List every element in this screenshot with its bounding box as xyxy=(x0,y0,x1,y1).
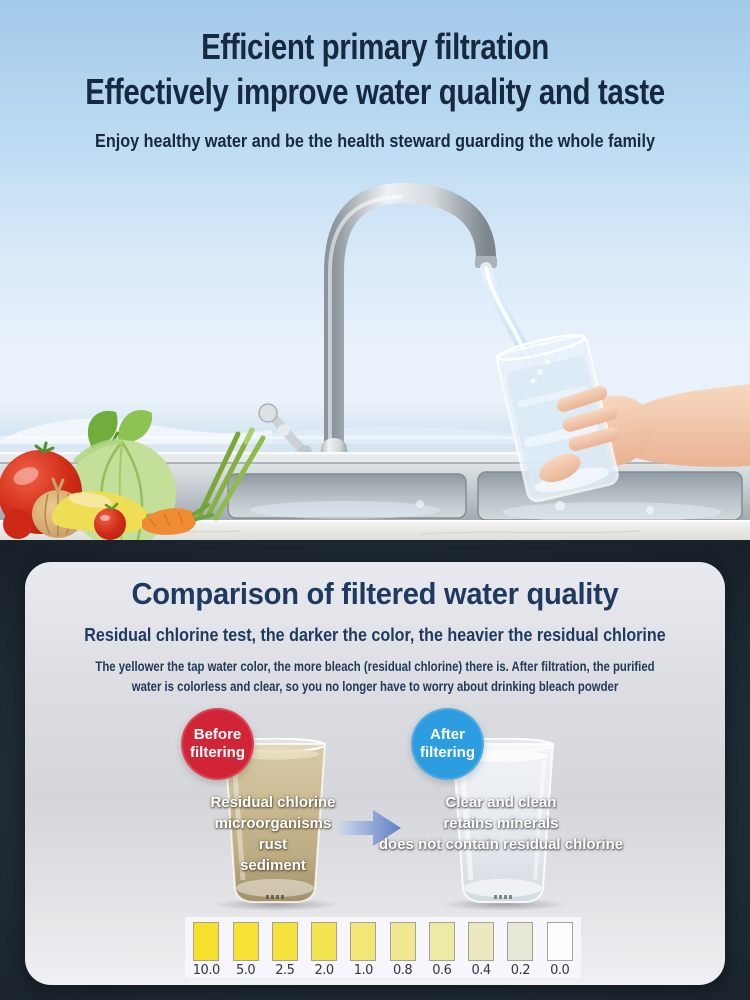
after-badge-line2: filtering xyxy=(420,744,475,761)
comparison-description-line2: water is colorless and clear, so you no longer have to worry about drinking bleach powder xyxy=(131,678,619,694)
scale-cell xyxy=(188,922,224,978)
before-caption-line: rust xyxy=(258,836,288,853)
after-badge-line1: After xyxy=(429,726,465,743)
hero-title-line1: Efficient primary filtration xyxy=(201,26,549,67)
scale-value: 0.8 xyxy=(393,963,413,978)
before-caption-line: Residual chlorine xyxy=(210,794,336,811)
comparison-title: Comparison of filtered water quality xyxy=(131,576,619,611)
scale-swatch xyxy=(507,922,533,961)
scale-value: 0.6 xyxy=(432,963,452,978)
hero-subtitle: Enjoy healthy water and be the health steward guarding the whole family xyxy=(95,131,655,151)
scale-swatch xyxy=(311,922,337,961)
scale-cell xyxy=(306,922,342,978)
after-glass-caption xyxy=(345,792,657,855)
scale-value: 0.0 xyxy=(550,963,570,978)
scale-value: 0.2 xyxy=(510,963,530,978)
scale-cell xyxy=(424,922,460,978)
scale-cell xyxy=(542,922,578,978)
scale-cell xyxy=(502,922,538,978)
before-badge-line1: Before xyxy=(193,726,242,743)
scale-cell xyxy=(228,922,264,978)
comparison-card xyxy=(25,562,725,985)
before-caption-line: microorganisms xyxy=(214,815,332,832)
comparison-description-line1: The yellower the tap water color, the more bleach (residual chlorine) there is. After filtration, the purified xyxy=(95,658,655,674)
scale-value: 0.4 xyxy=(471,963,491,978)
scale-swatch xyxy=(233,922,259,961)
scale-value: 5.0 xyxy=(235,963,256,978)
scale-cell xyxy=(345,922,381,978)
scale-cell xyxy=(385,922,421,978)
before-badge-line2: filtering xyxy=(190,744,245,761)
scale-value: 1.0 xyxy=(353,963,373,978)
scale-value: 10.0 xyxy=(192,963,220,978)
scale-swatch xyxy=(468,922,494,961)
scale-cell xyxy=(463,922,499,978)
scale-swatch xyxy=(547,922,573,961)
scale-value: 2.5 xyxy=(275,963,295,978)
after-caption-line: Clear and clean xyxy=(445,794,557,811)
after-caption-line: retains minerals xyxy=(443,815,559,832)
after-filtering-badge xyxy=(411,708,484,780)
comparison-subtitle: Residual chlorine test, the darker the color, the heavier the residual chlorine xyxy=(84,624,666,645)
scale-value: 2.0 xyxy=(314,963,334,978)
scale-swatch xyxy=(429,922,455,961)
hero-title-line2: Effectively improve water quality and taste xyxy=(85,71,665,112)
chlorine-scale-strip xyxy=(185,917,581,978)
after-caption-line: does not contain residual chlorine xyxy=(378,836,624,853)
comparison-section xyxy=(0,540,750,1000)
hero-heading xyxy=(0,24,750,114)
scale-swatch xyxy=(193,922,219,961)
scale-swatch xyxy=(390,922,416,961)
before-filtering-badge xyxy=(181,708,254,780)
scale-cell xyxy=(267,922,303,978)
comparison-description xyxy=(92,656,659,696)
scale-swatch xyxy=(350,922,376,961)
before-caption-line: sediment xyxy=(240,857,306,874)
scale-swatch xyxy=(272,922,298,961)
